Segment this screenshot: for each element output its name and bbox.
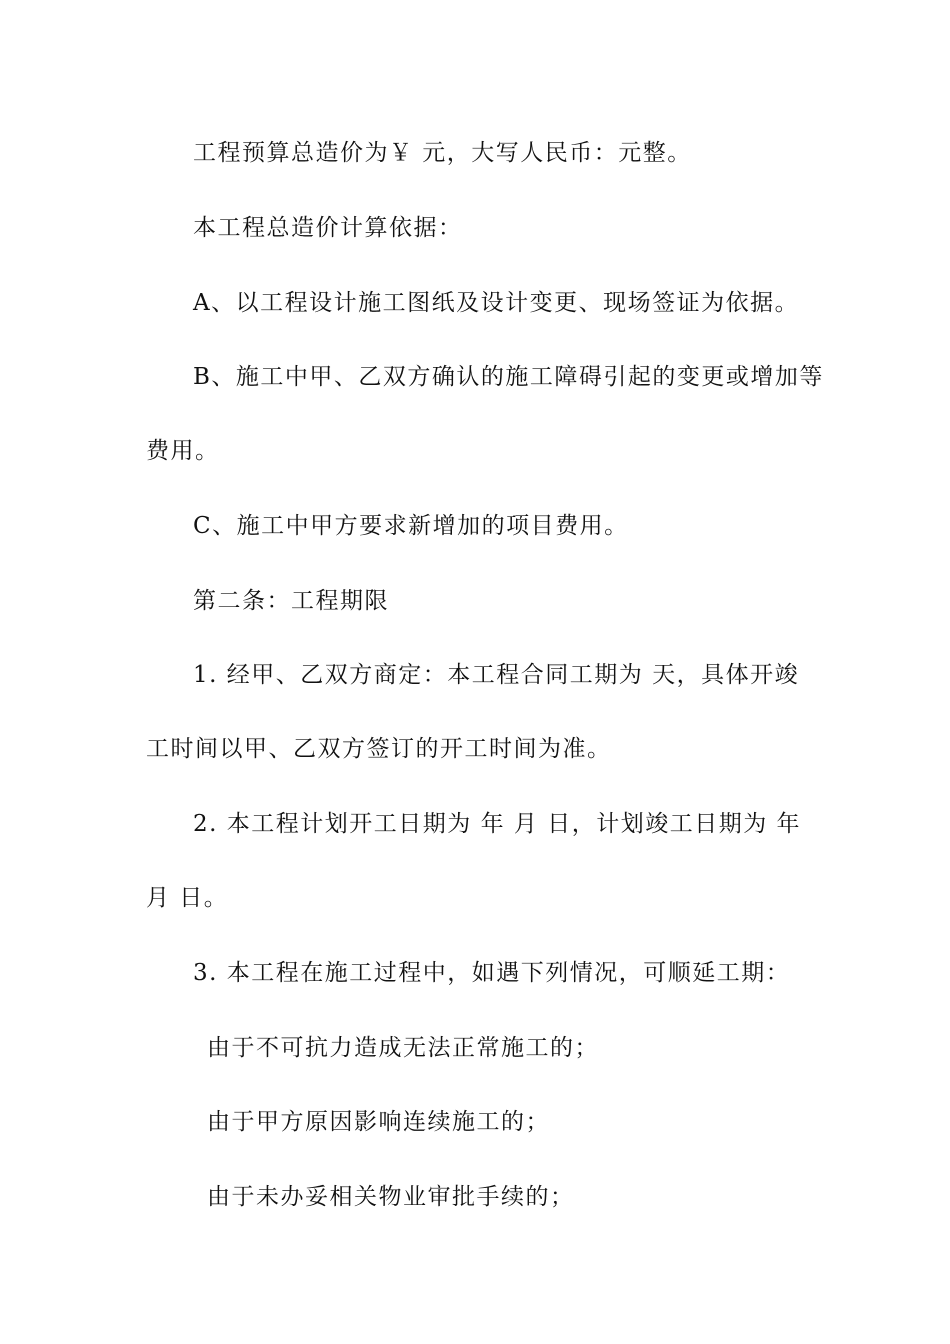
clause-1: 1. 经甲、乙双方商定：本工程合同工期为 天，具体开竣 bbox=[193, 662, 800, 688]
clause-3: 3. 本工程在施工过程中，如遇下列情况，可顺延工期： bbox=[193, 960, 791, 986]
clause-1-continued: 工时间以甲、乙双方签订的开工时间为准。 bbox=[146, 736, 612, 762]
extension-case-1: 由于不可抗力造成无法正常施工的； bbox=[207, 1035, 599, 1061]
extension-case-2: 由于甲方原因影响连续施工的； bbox=[207, 1109, 550, 1135]
cost-basis-heading: 本工程总造价计算依据： bbox=[193, 215, 463, 241]
basis-item-b-continued: 费用。 bbox=[146, 438, 220, 464]
basis-item-c: C、施工中甲方要求新增加的项目费用。 bbox=[193, 513, 629, 539]
basis-item-a: A、以工程设计施工图纸及设计变更、现场签证为依据。 bbox=[193, 290, 800, 316]
article-two-heading: 第二条：工程期限 bbox=[193, 588, 389, 614]
basis-item-b: B、施工中甲、乙双方确认的施工障碍引起的变更或增加等 bbox=[193, 364, 824, 390]
clause-2-continued: 月 日。 bbox=[146, 885, 229, 911]
extension-case-3: 由于未办妥相关物业审批手续的； bbox=[207, 1184, 575, 1210]
budget-total-line: 工程预算总造价为￥ 元，大写人民币：元整。 bbox=[193, 140, 692, 166]
clause-2: 2. 本工程计划开工日期为 年 月 日，计划竣工日期为 年 bbox=[193, 811, 801, 837]
